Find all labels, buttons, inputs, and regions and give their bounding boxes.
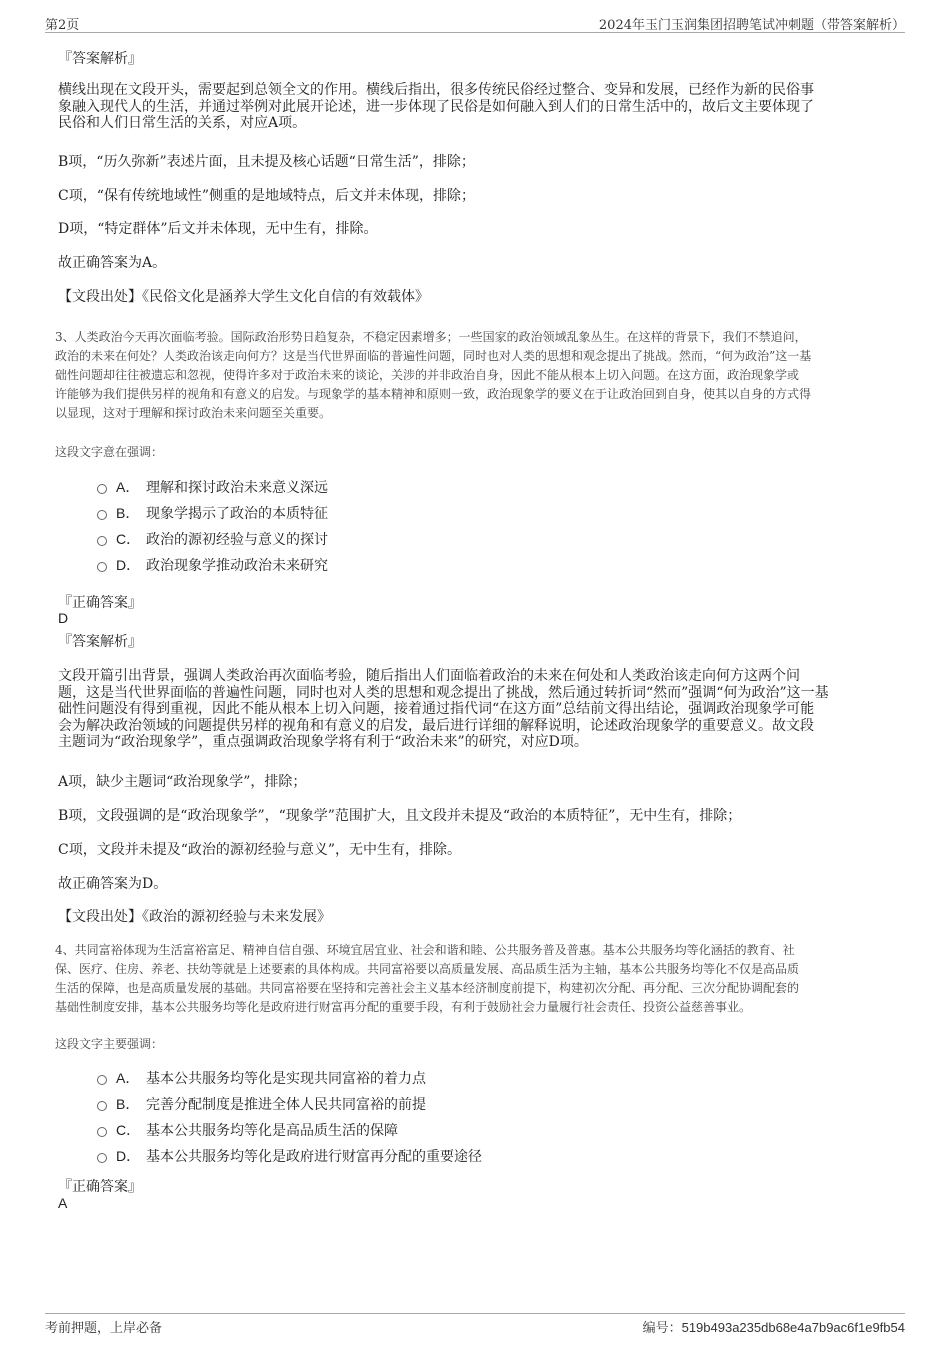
q3-passage-line: 政治的未来在何处？人类政治该走向何方？这是当代世界面临的普遍性问题，同时也对人类的思想和观念提出了挑战。然而，“何为政治”这一基 [55,349,812,363]
q3-passage-line: 以显现，这对于理解和探讨政治未来问题至关重要。 [55,406,332,420]
option-letter: C． [116,1122,141,1138]
footer-slogan: 考前押题，上岸必备 [45,1321,163,1336]
radio-button[interactable] [97,1101,107,1111]
option-text: 基本公共服务均等化是实现共同富裕的着力点 [146,1071,426,1087]
page-footer [45,1313,905,1334]
q3-point-c: C项，文段并未提及“政治的源初经验与意义”，无中生有，排除。 [58,842,462,858]
q4-passage-line: 基础性制度安排，基本公共服务均等化是政府进行财富再分配的重要手段，有利于鼓励社会力量履行社会责任、投资公益慈善事业。 [55,1000,752,1014]
option-letter: B． [116,1096,140,1112]
radio-button[interactable] [97,1127,107,1137]
option-text: 政治的源初经验与意义的探讨 [146,532,328,548]
page-header [45,12,905,33]
radio-button[interactable] [97,510,107,520]
q3-analysis-line: 文段开篇引出背景，强调人类政治再次面临考验，随后指出人们面临着政治的未来在何处和人类政治该走向何方这两个问 [58,668,800,684]
q3-analysis-line: 题，这是当代世界面临的普遍性问题，同时也对人类的思想和观念提出了挑战，然后通过转折词“然而”强调“何为政治”这一基 [58,684,829,701]
q3-answer: D [58,610,69,626]
radio-button[interactable] [97,484,107,494]
q3-option-a[interactable] [97,477,328,497]
q3-option-d[interactable] [97,555,328,575]
document-code-value: 519b493a235db68e4a7b9ac6f1e9fb54 [681,1320,905,1335]
q2-analysis-line: 象融入现代人的生活，并通过举例对此展开论述，进一步体现了民俗是如何融入到人们的日常生活中的，故后文主要体现了 [58,98,814,115]
option-letter: A． [116,1070,140,1086]
q3-source: 【文段出处】《政治的源初经验与未来发展》 [58,909,331,925]
q3-option-c[interactable] [97,529,328,549]
q3-passage-line: 3、人类政治今天再次面临考验。国际政治形势日趋复杂，不稳定因素增多；一些国家的政治领域乱象丛生。在这样的背景下，我们不禁追问， [55,330,807,344]
q2-point-b: B项，“历久弥新”表述片面，且未提及核心话题“日常生活”，排除； [58,154,475,170]
option-letter: D． [116,1148,141,1164]
q3-passage-line: 础性问题却往往被遗忘和忽视，使得许多对于政治未来的谈论，关涉的并非政治自身，因此不能从根本上切入问题。在这方面，政治现象学或 [55,368,800,382]
option-text: 完善分配制度是推进全体人民共同富裕的前提 [146,1097,426,1113]
document-code [643,1317,905,1336]
q3-analysis-line: 础性问题没有得到重视，因此不能从根本上切入问题，接着通过指代词“在这方面”总结前文得出结论，强调政治现象学可能 [58,701,815,717]
q4-option-a[interactable] [97,1068,426,1088]
q3-passage-line: 许能够为我们提供另样的视角和有意义的启发。与现象学的基本精神和原则一致，政治现象学的要义在于让政治回到自身，使其以自身的方式得 [55,387,812,401]
q4-passage-line: 生活的保障，也是高质量发展的基础。共同富裕要在坚持和完善社会主义基本经济制度前提下，构建初次分配、再分配、三次分配协调配套的 [55,981,800,995]
option-text: 政治现象学推动政治未来研究 [146,558,328,574]
q4-option-b[interactable] [97,1094,426,1114]
q2-analysis-line: 横线出现在文段开头，需要起到总领全文的作用。横线后指出，很多传统民俗经过整合、变异和发展，已经作为新的民俗事 [58,82,814,98]
q2-analysis-paragraph [58,82,888,132]
radio-button[interactable] [97,1153,107,1163]
q2-conclusion: 故正确答案为A。 [58,255,167,271]
q3-passage [55,328,905,423]
q4-passage-line: 4、共同富裕体现为生活富裕富足、精神自信自强、环境宜居宜业、社会和谐和睦、公共服务普及普惠。基本公共服务均等化涵括的教育、社 [55,943,795,957]
q3-option-b[interactable] [97,503,328,523]
q2-point-d: D项，“特定群体”后文并未体现，无中生有，排除。 [58,221,378,237]
q3-point-b: B项，文段强调的是“政治现象学”，“现象学”范围扩大，且文段并未提及“政治的本质特征”，无中生有，排除； [58,808,742,824]
q3-analysis-line: 主题词为“政治现象学”，重点强调政治现象学将有利于“政治未来”的研究，对应D项。 [58,734,588,750]
q4-answer-label: 『正确答案』 [58,1179,142,1195]
option-text: 现象学揭示了政治的本质特征 [146,506,328,522]
q3-conclusion: 故正确答案为D。 [58,876,168,892]
option-letter: B． [116,505,140,521]
q3-prompt: 这段文字意在强调： [55,445,164,459]
option-letter: D． [116,557,141,573]
q3-analysis-label: 『答案解析』 [58,634,142,650]
q2-point-c: C项，“保有传统地域性”侧重的是地域特点，后文并未体现，排除； [58,188,476,204]
option-text: 基本公共服务均等化是政府进行财富再分配的重要途径 [146,1149,482,1165]
q2-analysis-label: 『答案解析』 [58,51,142,67]
option-text: 理解和探讨政治未来意义深远 [146,480,328,496]
radio-button[interactable] [97,562,107,572]
radio-button[interactable] [97,1075,107,1085]
q3-point-a: A项，缺少主题词“政治现象学”，排除； [58,774,307,790]
option-letter: A． [116,479,140,495]
q2-source: 【文段出处】《民俗文化是涵养大学生文化自信的有效载体》 [58,289,429,305]
q3-analysis-paragraph [58,668,888,751]
q4-passage-line: 保、医疗、住房、养老、扶幼等就是上述要素的具体构成。共同富裕要以高质量发展、高品质生活为主轴，基本公共服务均等化不仅是高品质 [55,962,800,976]
radio-button[interactable] [97,536,107,546]
document-code-label: 编号： [642,1321,682,1336]
q4-prompt: 这段文字主要强调： [55,1037,164,1051]
q4-answer: A [58,1195,68,1211]
q3-answer-label: 『正确答案』 [58,595,142,611]
option-letter: C． [116,531,141,547]
q4-passage [55,941,905,1017]
q4-option-c[interactable] [97,1120,398,1140]
q3-analysis-line: 会为解决政治领域的问题提供另样的视角和有意义的启发，最后进行详细的解释说明，论述政治现象学的重要意义。故文段 [58,717,814,734]
page-number: 第2页 [45,18,80,33]
q4-option-d[interactable] [97,1146,482,1166]
document-title: 2024年玉门玉润集团招聘笔试冲刺题（带答案解析） [598,18,905,33]
option-text: 基本公共服务均等化是高品质生活的保障 [146,1123,398,1139]
q2-analysis-line: 民俗和人们日常生活的关系，对应A项。 [58,115,307,131]
